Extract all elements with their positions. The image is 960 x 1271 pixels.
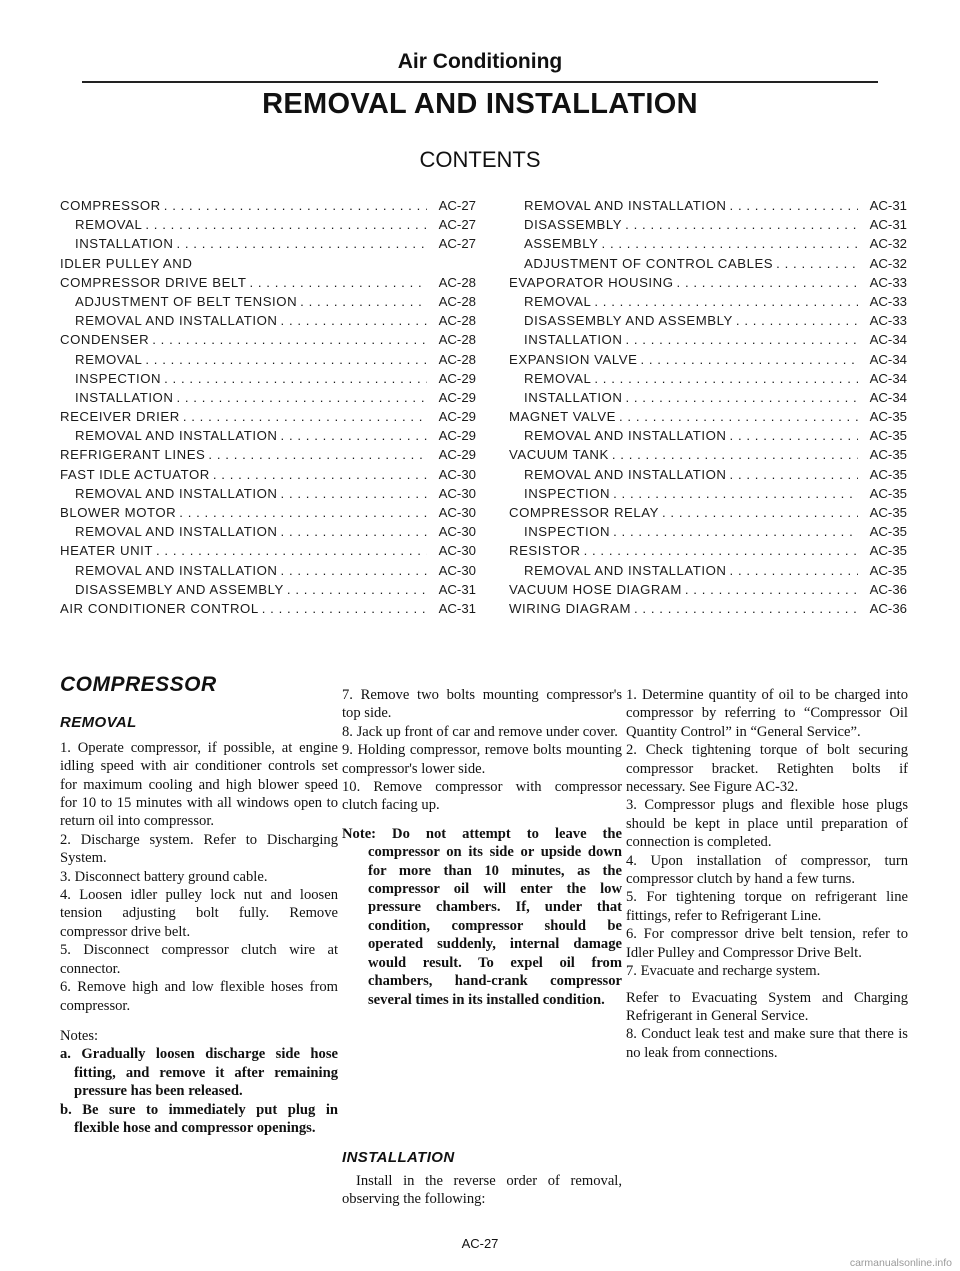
toc-entry-label: INSPECTION [524,524,611,540]
toc-entry [60,388,476,407]
toc-leader-dots [176,234,427,253]
toc-entry-label: WIRING DIAGRAM [509,600,631,616]
toc-entry-page: AC-32 [869,255,907,271]
compressor-heading: COMPRESSOR [60,673,217,696]
toc-entry-page: AC-30 [438,524,476,540]
toc-leader-dots [213,465,427,484]
toc-entry-page: AC-30 [438,485,476,501]
toc-entry-label: COMPRESSOR [60,198,161,213]
toc-entry-page: AC-35 [869,543,907,559]
toc-leader-dots [625,330,858,349]
toc-entry-page: AC-30 [438,562,476,578]
body-column-3 [626,686,908,1062]
toc-entry-page: AC-35 [869,447,907,463]
toc-entry [60,350,476,369]
toc-leader-dots [281,426,427,445]
toc-leader-dots [179,503,427,522]
toc-entry [60,254,476,273]
toc-entry [60,580,476,599]
toc-entry [60,561,476,580]
toc-entry-label: REMOVAL AND INSTALLATION [524,198,727,213]
installation-step: 1. Determine quantity of oil to be charged into compressor by referring to “Compressor Oil Quantity Control” in “General Service”. [626,687,908,740]
toc-leader-dots [662,503,858,522]
toc-entry-label: REMOVAL AND INSTALLATION [524,562,727,578]
toc-entry [60,541,476,560]
warning-note: Note: Do not attempt to leave the compressor on its side or upside down for more than 10 minutes, as the compressor oil will enter the low pressure chambers. If, under that condition, compressor should be operated suddenly, internal damage would result. To expel oil from chambers, hand-crank compressor several times in its installed condition. [342,825,622,1008]
toc-entry-label: REMOVAL AND INSTALLATION [75,313,278,329]
toc-leader-dots [249,273,427,292]
toc-entry [60,311,476,330]
toc-entry-label: REMOVAL [75,351,143,367]
toc-leader-dots [281,484,427,503]
toc-leader-dots [584,541,858,560]
watermark: carmanualsonline.info [849,1257,952,1269]
header-rule [82,81,878,83]
toc-leader-dots [602,234,858,253]
toc-entry-label: DISASSEMBLY AND ASSEMBLY [524,313,733,329]
toc-entry [509,599,907,618]
body-column-1 [60,673,338,1137]
removal-step: 10. Remove compressor with compressor clutch facing up. [342,779,622,814]
installation-heading: INSTALLATION [342,1149,455,1166]
toc-entry-page: AC-30 [438,505,476,520]
removal-step: 2. Discharge system. Refer to Discharging System. [60,831,338,867]
installation-step: 4. Upon installation of compressor, turn compressor clutch by hand a few turns. [626,852,908,888]
toc-entry-page: AC-35 [869,562,907,578]
toc-leader-dots [145,215,427,234]
toc-entry [509,196,907,215]
installation-step: 6. For compressor drive belt tension, refer to Idler Pulley and Compressor Drive Belt. [626,926,908,961]
toc-entry-label: INSTALLATION [75,389,174,405]
installation-step: 8. Conduct leak test and make sure that there is no leak from connections. [626,1026,908,1061]
toc-entry-page: AC-28 [438,332,476,348]
toc-leader-dots [164,196,427,215]
toc-entry [60,445,476,464]
toc-entry-label: CONDENSER [60,332,150,348]
toc-entry [509,561,907,580]
toc-entry [509,445,907,464]
toc-entry-page: AC-31 [869,217,907,233]
toc-entry-page: AC-35 [869,466,907,482]
toc-entry [509,273,907,292]
toc-leader-dots [262,599,427,618]
installation-intro: Install in the reverse order of removal, observing the following: [342,1173,622,1208]
installation-section [342,1149,455,1173]
toc-leader-dots [183,407,427,426]
removal-step: 4. Loosen idler pulley lock nut and loosen tension adjusting bolt fully. Remove compressor drive belt. [60,887,338,940]
toc-entry [60,369,476,388]
toc-leader-dots [685,580,858,599]
toc-leader-dots [281,561,427,580]
toc-entry-page: AC-34 [869,332,907,348]
toc-entry-label: FAST IDLE ACTUATOR [60,466,210,482]
toc-entry-label: INSTALLATION [524,389,623,405]
toc-entry-label: INSPECTION [75,370,162,386]
toc-leader-dots [613,484,858,503]
toc-entry [60,292,476,311]
toc-entry [509,215,907,234]
toc-entry [60,407,476,426]
toc-entry-label: EXPANSION VALVE [509,351,638,367]
toc-entry [509,522,907,541]
toc-leader-dots [730,426,858,445]
toc-leader-dots [287,580,427,599]
removal-step: 3. Disconnect battery ground cable. [60,868,268,885]
installation-step: 5. For tightening torque on refrigerant line fittings, refer to Refrigerant Line. [626,889,908,924]
toc-leader-dots [736,311,858,330]
toc-entry [509,465,907,484]
note-item: b. Be sure to immediately put plug in flexible hose and compressor openings. [60,1101,338,1136]
toc-entry-page: AC-28 [438,293,476,309]
toc-entry [509,541,907,560]
toc-leader-dots [300,292,427,311]
page-title: REMOVAL AND INSTALLATION [262,88,698,120]
toc-entry-page: AC-35 [869,409,907,425]
toc-entry [60,484,476,503]
toc-entry-label: REFRIGERANT LINES [60,447,206,463]
toc-entry [509,580,907,599]
toc-entry-page: AC-31 [869,198,907,213]
installation-step: Refer to Evacuating System and Charging Refrigerant in General Service. [626,989,908,1024]
toc-entry-page: AC-28 [438,313,476,329]
toc-entry [60,426,476,445]
toc-entry-page: AC-35 [869,524,907,540]
note-item: a. Gradually loosen discharge side hose fitting, and remove it after remaining pressure has been released. [60,1046,338,1100]
toc-entry [509,369,907,388]
toc-leader-dots [145,350,427,369]
section-title: Air Conditioning [397,50,563,73]
toc-leader-dots [730,465,858,484]
toc-entry [509,388,907,407]
toc-entry [509,407,907,426]
toc-leader-dots [208,445,427,464]
toc-entry-label: ADJUSTMENT OF CONTROL CABLES [524,255,774,271]
installation-step: 2. Check tightening torque of bolt securing compressor bracket. Retighten bolts if necessary. See Figure AC-32. [626,742,908,796]
toc-entry [509,311,907,330]
toc-entry-page: AC-36 [869,600,907,616]
toc-leader-dots [281,522,427,541]
toc-entry-page: AC-30 [438,466,476,482]
body-column-2 [342,686,622,1009]
removal-step: 7. Remove two bolts mounting compressor's top side. [342,687,622,722]
toc-entry [509,484,907,503]
toc-entry [60,234,476,253]
toc-entry-label: ADJUSTMENT OF BELT TENSION [75,293,298,309]
removal-step: 1. Operate compressor, if possible, at engine idling speed with air conditioner controls set for maximum cooling and high blower speed for 10 to 15 minutes with all windows open to return oil into compressor. [60,739,338,830]
toc-entry [509,350,907,369]
toc-entry-page: AC-31 [438,600,476,616]
removal-step: 5. Disconnect compressor clutch wire at connector. [60,942,338,977]
installation-intro-block [342,1172,622,1209]
removal-heading: REMOVAL [60,714,137,732]
toc-entry-label: REMOVAL [75,217,143,233]
toc-entry-label: AIR CONDITIONER CONTROL [60,600,259,616]
toc-entry-page: AC-33 [869,293,907,309]
toc-leader-dots [677,273,858,292]
toc-entry [509,426,907,445]
toc-leader-dots [152,330,427,349]
toc-entry [60,215,476,234]
toc-entry-label: REMOVAL AND INSTALLATION [524,428,727,444]
toc-right-column [509,196,907,618]
toc-entry-label: REMOVAL AND INSTALLATION [75,562,278,578]
toc-entry-page: AC-31 [438,581,476,597]
installation-step: 7. Evacuate and recharge system. [626,963,821,980]
notes-label: Notes: [60,1027,99,1044]
toc-entry-label: COMPRESSOR DRIVE BELT [60,274,247,290]
toc-leader-dots [594,369,858,388]
toc-entry-label: EVAPORATOR HOUSING [509,274,674,290]
toc-entry-label: REMOVAL [524,370,592,386]
toc-entry-label: RESISTOR [509,543,581,559]
toc-entry-label: VACUUM TANK [509,447,609,463]
toc-leader-dots [281,311,427,330]
toc-entry-label: REMOVAL [524,293,592,309]
toc-entry-page: AC-28 [438,351,476,367]
toc-leader-dots [164,369,427,388]
toc-leader-dots [613,522,858,541]
toc-entry-label: DISASSEMBLY [524,217,623,233]
toc-entry-label: BLOWER MOTOR [60,505,177,520]
toc-entry [60,196,476,215]
toc-entry-label: REMOVAL AND INSTALLATION [75,524,278,540]
toc-entry-label: INSTALLATION [524,332,623,348]
toc-entry-page: AC-29 [438,428,476,444]
toc-leader-dots [730,561,858,580]
toc-entry-label: REMOVAL AND INSTALLATION [75,485,278,501]
installation-step: 3. Compressor plugs and flexible hose plugs should be kept in place until preparation of connection is completed. [626,797,908,851]
toc-entry-label: COMPRESSOR RELAY [509,505,659,520]
toc-entry [509,292,907,311]
toc-entry-label: HEATER UNIT [60,543,153,559]
removal-step: 6. Remove high and low flexible hoses from compressor. [60,979,338,1014]
toc-entry-page: AC-29 [438,409,476,425]
toc-entry-page: AC-33 [869,274,907,290]
toc-entry-page: AC-35 [869,428,907,444]
toc-entry-label: MAGNET VALVE [509,409,616,425]
toc-entry [509,234,907,253]
toc-leader-dots [634,599,858,618]
toc-entry [60,522,476,541]
toc-entry-page: AC-34 [869,389,907,405]
toc-entry-page: AC-32 [869,236,907,252]
toc-entry-page: AC-35 [869,485,907,501]
toc-entry-label: REMOVAL AND INSTALLATION [75,428,278,444]
toc-leader-dots [625,388,858,407]
toc-entry-label: DISASSEMBLY AND ASSEMBLY [75,581,284,597]
toc-entry-label: VACUUM HOSE DIAGRAM [509,581,682,597]
page-number: AC-27 [461,1236,499,1251]
toc-leader-dots [625,215,858,234]
toc-entry [60,273,476,292]
toc-entry-page: AC-33 [869,313,907,329]
toc-entry-label: INSPECTION [524,485,611,501]
contents-heading: CONTENTS [419,147,541,172]
toc-leader-dots [612,445,858,464]
toc-entry-page: AC-35 [869,505,907,520]
toc-entry-page: AC-27 [438,236,476,252]
toc-entry-page: AC-29 [438,447,476,463]
toc-leader-dots [730,196,858,215]
toc-entry-page: AC-30 [438,543,476,559]
toc-entry-page: AC-34 [869,351,907,367]
toc-leader-dots [156,541,427,560]
toc-leader-dots [176,388,427,407]
toc-entry [509,503,907,522]
toc-entry-page: AC-27 [438,217,476,233]
toc-leader-dots [640,350,858,369]
toc-entry-label: INSTALLATION [75,236,174,252]
toc-entry-label: ASSEMBLY [524,236,599,252]
toc-entry-page: AC-34 [869,370,907,386]
removal-step: 9. Holding compressor, remove bolts mounting compressor's lower side. [342,742,622,777]
toc-entry-page: AC-29 [438,370,476,386]
toc-entry [60,465,476,484]
toc-left-column [60,196,476,618]
toc-entry [509,254,907,273]
toc-entry [60,599,476,618]
toc-entry-label: REMOVAL AND INSTALLATION [524,466,727,482]
toc-entry [509,330,907,349]
toc-leader-dots [594,292,858,311]
toc-entry-label: IDLER PULLEY AND [60,255,193,271]
toc-entry [60,330,476,349]
toc-entry-page: AC-27 [438,198,476,213]
toc-entry [60,503,476,522]
toc-entry-page: AC-29 [438,389,476,405]
removal-step: 8. Jack up front of car and remove under cover. [342,723,618,740]
toc-leader-dots [776,254,858,273]
toc-entry-page: AC-36 [869,581,907,597]
toc-entry-label: RECEIVER DRIER [60,409,180,425]
toc-entry-page: AC-28 [438,274,476,290]
toc-leader-dots [619,407,858,426]
